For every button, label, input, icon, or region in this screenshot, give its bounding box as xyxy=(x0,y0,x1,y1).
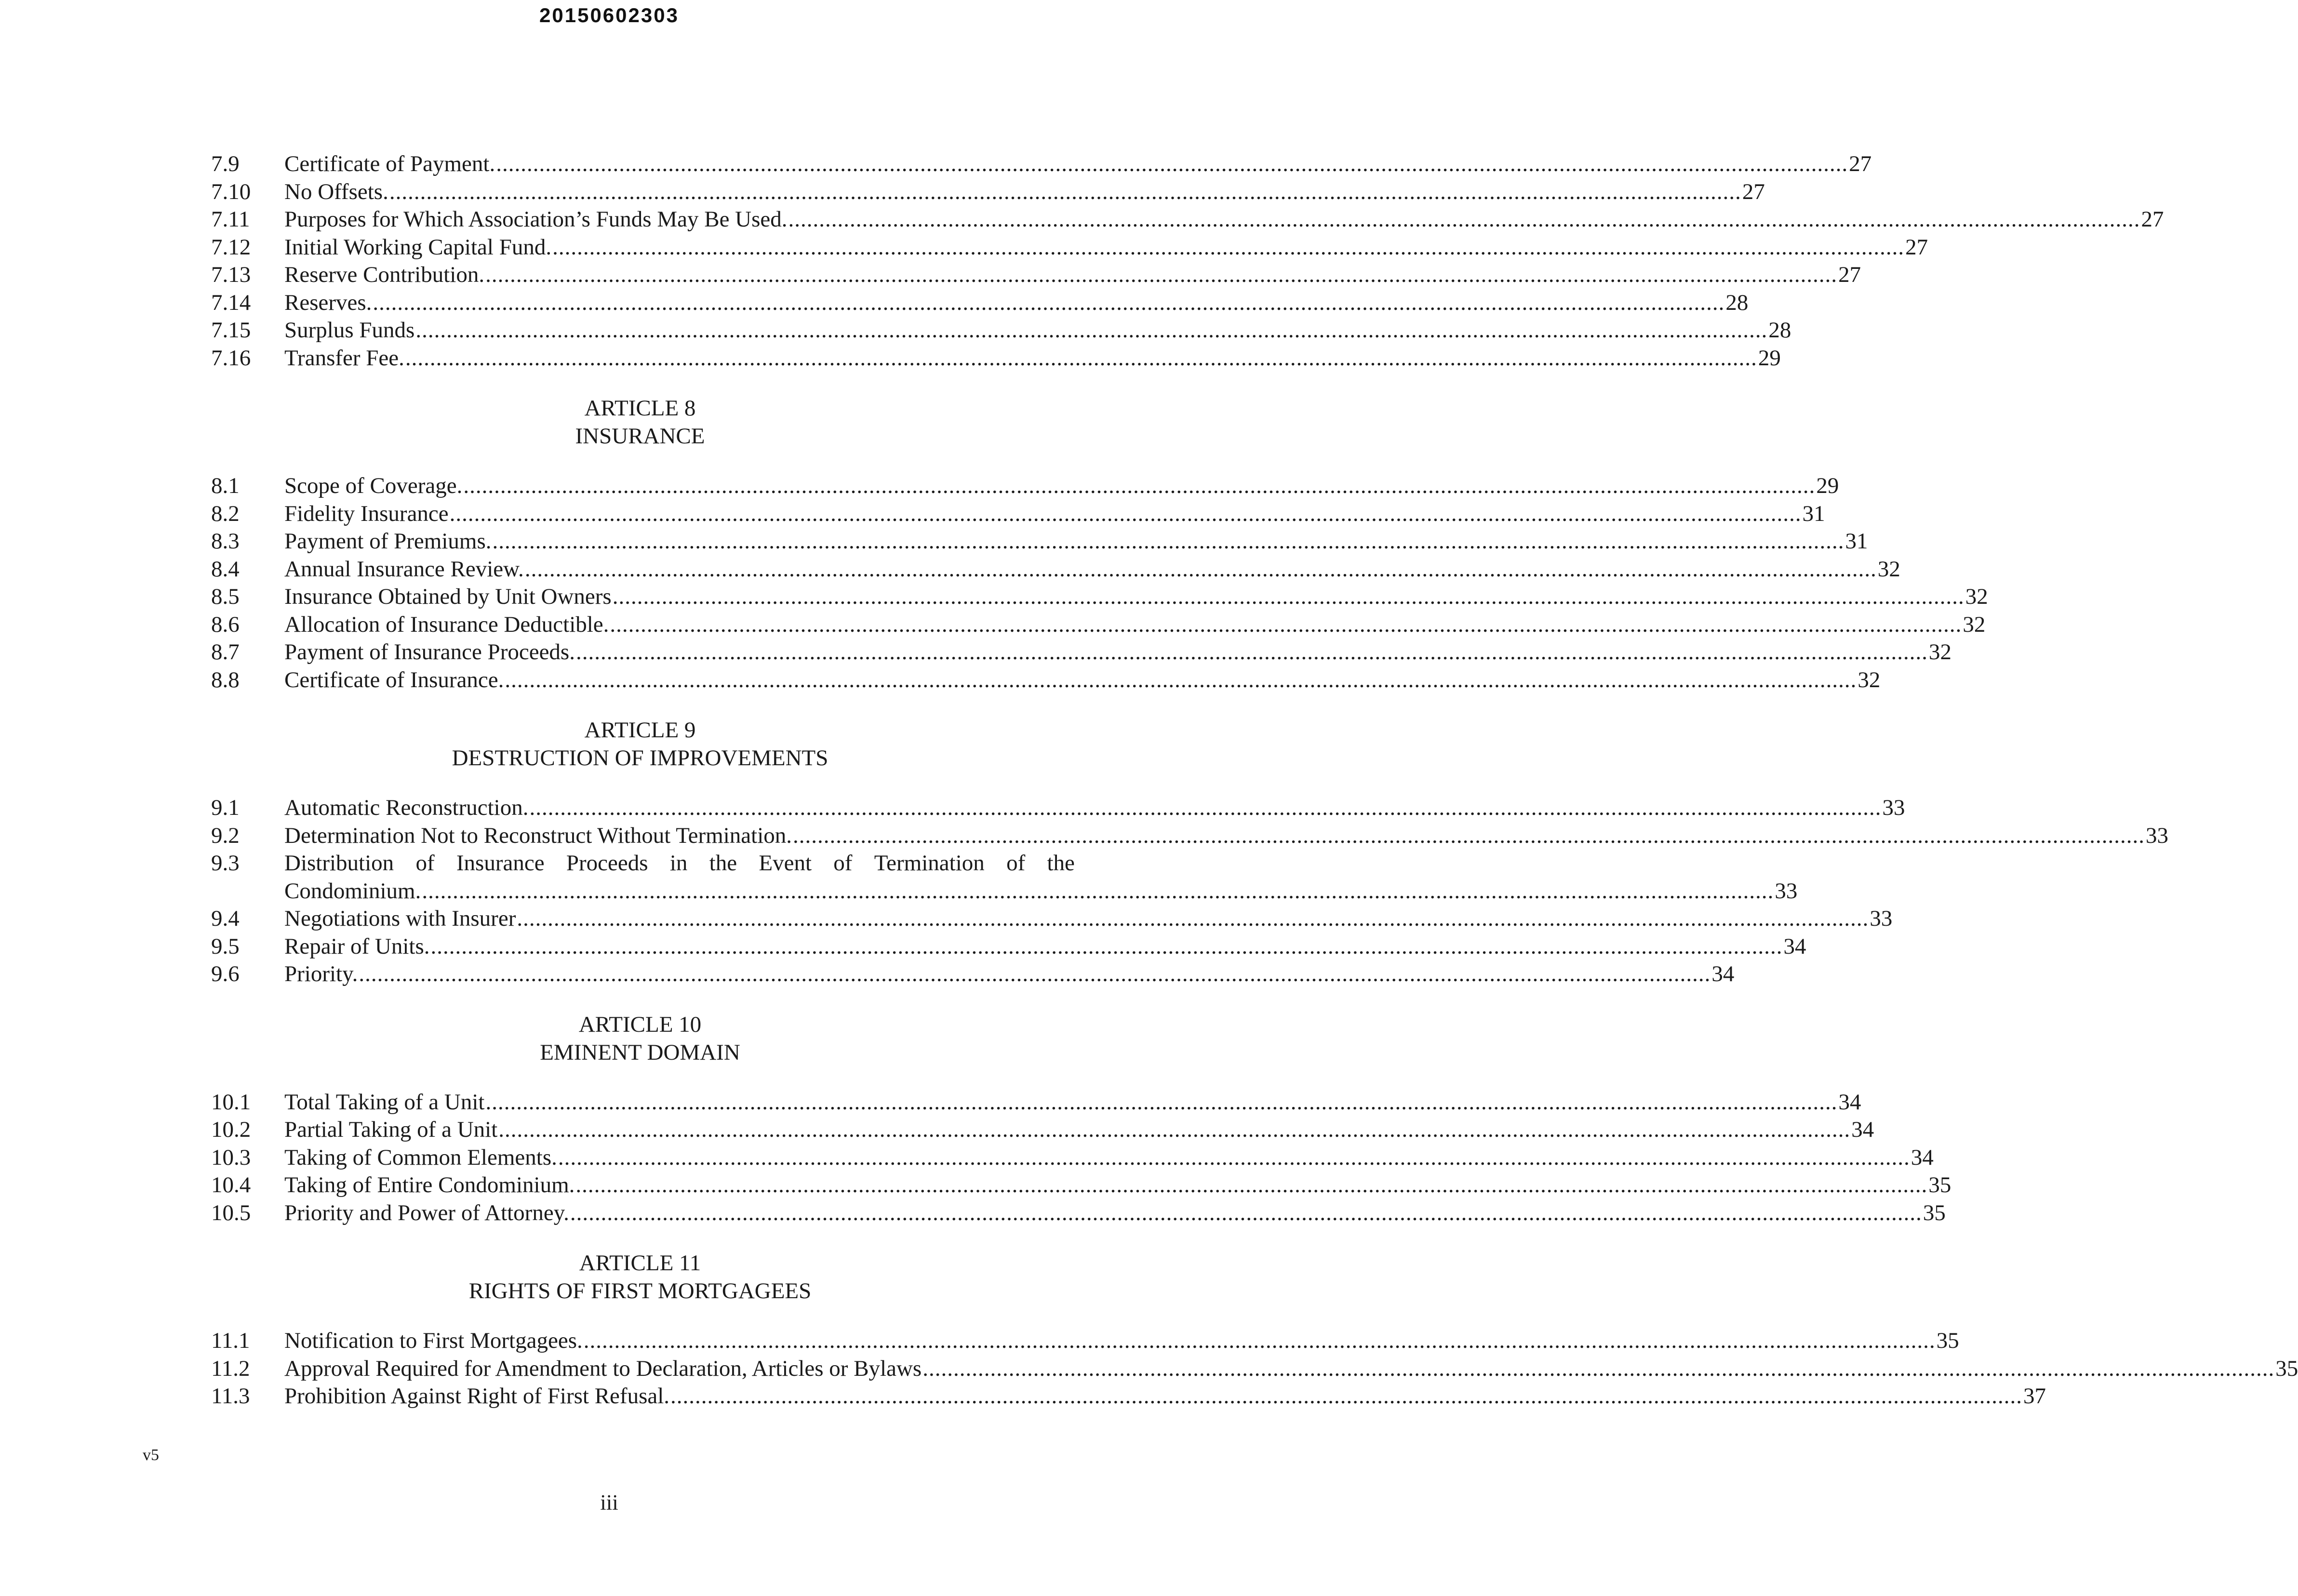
toc-section-article-9 xyxy=(207,716,2169,988)
toc-entry-number: 10.2 xyxy=(211,1117,251,1142)
toc-entry-number: 7.9 xyxy=(211,151,240,176)
toc-entry[interactable] xyxy=(207,472,1839,500)
dot-leader: ............................................................................................................................................................................................................................ xyxy=(922,1356,2275,1381)
dot-leader: ............................................................................................................................................................................................................................ xyxy=(492,529,1844,554)
article-title: RIGHTS OF FIRST MORTGAGEES xyxy=(468,1278,812,1303)
dot-leader: ............................................................................................................................................................................................................................ xyxy=(529,795,1882,820)
toc-entry-number: 7.10 xyxy=(211,179,251,204)
toc-entry-page: 32 xyxy=(1965,584,1988,609)
toc-entry[interactable] xyxy=(207,289,1749,317)
dot-leader: ............................................................................................................................................................................................................................ xyxy=(373,290,1725,315)
toc-entry-label: Prohibition Against Right of First Refusal. xyxy=(284,1383,670,1409)
toc-entry[interactable] xyxy=(207,150,1872,178)
article-title: DESTRUCTION OF IMPROVEMENTS xyxy=(452,745,828,771)
toc-entry-number: 8.3 xyxy=(211,529,240,554)
dot-leader: ............................................................................................................................................................................................................................ xyxy=(415,318,1768,343)
toc-entry-page: 35 xyxy=(1936,1328,1959,1353)
toc-entry-number: 8.4 xyxy=(211,556,240,582)
toc-section-article-8 xyxy=(207,394,1988,694)
dot-leader: ............................................................................................................................................................................................................................ xyxy=(524,556,1877,582)
toc-entry[interactable] xyxy=(207,500,1825,528)
toc-entry-page: 32 xyxy=(1857,667,1881,692)
toc-entry-number: 7.16 xyxy=(211,345,251,371)
toc-entry-page: 35 xyxy=(1928,1172,1951,1197)
toc-entry-label: Annual Insurance Review. xyxy=(284,556,524,582)
toc-entry[interactable] xyxy=(207,960,1735,988)
toc-entry-page: 34 xyxy=(1838,1089,1861,1115)
toc-entry-page: 34 xyxy=(1711,961,1735,986)
dot-leader: ............................................................................................................................................................................................................................ xyxy=(583,1328,1936,1353)
toc-entry-page: 28 xyxy=(1725,290,1749,315)
toc-entry-page: 34 xyxy=(1783,933,1806,959)
document-number: 20150602303 xyxy=(539,4,679,27)
dot-leader: ............................................................................................................................................................................................................................ xyxy=(463,473,1816,498)
toc-entry-label: Notification to First Mortgagees. xyxy=(284,1328,583,1353)
toc-entry-number: 10.3 xyxy=(211,1144,251,1170)
toc-entry-label: Determination Not to Reconstruct Without Termination. xyxy=(284,823,792,848)
toc-entries xyxy=(207,1327,2298,1410)
toc-entry-number: 8.2 xyxy=(211,501,240,526)
dot-leader: ............................................................................................................................................................................................................................ xyxy=(575,1172,1928,1197)
toc-entry-page: 32 xyxy=(1963,612,1986,637)
article-heading xyxy=(206,1011,1074,1066)
toc-entry-label: Purposes for Which Association’s Funds May Be Used. xyxy=(284,207,788,232)
toc-entry-number: 7.15 xyxy=(211,318,251,343)
toc-entry-number: 9.4 xyxy=(211,906,240,931)
page-number: iii xyxy=(600,1490,618,1515)
toc-entry[interactable] xyxy=(207,261,1861,289)
toc-entry-number: 8.6 xyxy=(211,612,240,637)
toc-entry-number: 11.1 xyxy=(211,1328,250,1353)
toc-entry-page: 33 xyxy=(1870,906,1893,931)
toc-entry[interactable] xyxy=(207,583,1988,611)
toc-entry[interactable] xyxy=(207,905,1893,933)
toc-entry-page: 31 xyxy=(1845,529,1868,554)
article-title: EMINENT DOMAIN xyxy=(540,1039,740,1065)
toc-entry-page: 27 xyxy=(1905,234,1928,260)
toc-entry-page: 27 xyxy=(1838,262,1861,287)
version-label: v5 xyxy=(143,1446,159,1464)
toc-entry-label: Reserve Contribution. xyxy=(284,262,485,287)
toc-section-article-7 xyxy=(207,150,2164,372)
toc-entry-label: Insurance Obtained by Unit Owners xyxy=(284,584,612,609)
toc-entry-label: Priority. xyxy=(284,961,358,986)
toc-entry-page: 32 xyxy=(1928,639,1951,665)
toc-entries xyxy=(207,794,2169,988)
dot-leader: ............................................................................................................................................................................................................................ xyxy=(558,1144,1910,1170)
toc-entry-number: 9.3 xyxy=(211,851,240,876)
toc-entry-page: 29 xyxy=(1816,473,1839,498)
toc-entries xyxy=(207,1089,1951,1227)
toc-entry-number: 9.5 xyxy=(211,933,240,959)
toc-entry-page: 35 xyxy=(2275,1356,2298,1381)
toc-entry[interactable] xyxy=(207,178,1765,206)
toc-entry-page: 28 xyxy=(1768,318,1791,343)
dot-leader: ............................................................................................................................................................................................................................ xyxy=(422,878,1774,904)
article-number: ARTICLE 11 xyxy=(579,1250,701,1276)
toc-entry[interactable] xyxy=(207,794,1905,822)
toc-entry-number: 9.2 xyxy=(211,823,240,848)
toc-entry[interactable] xyxy=(207,317,1791,345)
toc-entry-number: 7.12 xyxy=(211,234,251,260)
dot-leader: ............................................................................................................................................................................................................................ xyxy=(517,906,1869,931)
toc-entry-page: 34 xyxy=(1911,1144,1934,1170)
toc-entry-label: Reserves. xyxy=(284,290,372,315)
toc-entry[interactable] xyxy=(207,1144,1934,1172)
toc-section-article-11 xyxy=(207,1249,2298,1410)
toc-entry-label: Taking of Entire Condominium. xyxy=(284,1172,575,1197)
toc-entry-number: 10.1 xyxy=(211,1089,251,1115)
toc-entry-label: Payment of Insurance Proceeds. xyxy=(284,639,575,665)
toc-entry[interactable] xyxy=(207,1327,1959,1355)
toc-entry-number: 11.2 xyxy=(211,1356,250,1381)
toc-entry[interactable] xyxy=(207,638,1951,666)
toc-entry[interactable] xyxy=(207,528,1868,556)
toc-entry[interactable] xyxy=(207,822,2169,850)
toc-entry-number: 8.7 xyxy=(211,639,240,665)
toc-entry-label: Initial Working Capital Fund. xyxy=(284,234,552,260)
dot-leader: ............................................................................................................................................................................................................................ xyxy=(793,823,2145,848)
dot-leader: ............................................................................................................................................................................................................................ xyxy=(612,584,1964,609)
toc-entry-number: 11.3 xyxy=(211,1383,250,1409)
toc-entry-label: Priority and Power of Attorney. xyxy=(284,1200,569,1225)
dot-leader: ............................................................................................................................................................................................................................ xyxy=(610,612,1962,637)
toc-entries xyxy=(207,150,2164,372)
table-of-contents xyxy=(207,150,2298,1410)
toc-entry-label: Scope of Coverage. xyxy=(284,473,463,498)
toc-entry-page: 32 xyxy=(1877,556,1900,582)
toc-entry[interactable] xyxy=(207,611,1986,639)
toc-entry-number: 7.11 xyxy=(211,207,250,232)
toc-entry-label: Certificate of Payment. xyxy=(284,151,495,176)
toc-entry-label: No Offsets. xyxy=(284,179,388,204)
article-number: ARTICLE 8 xyxy=(584,396,696,421)
dot-leader: ............................................................................................................................................................................................................................ xyxy=(498,1117,1851,1142)
toc-entries xyxy=(207,472,1988,694)
article-title: INSURANCE xyxy=(575,424,705,449)
toc-entry[interactable] xyxy=(207,1089,1861,1117)
article-heading xyxy=(206,1249,1074,1305)
dot-leader: ............................................................................................................................................................................................................................ xyxy=(405,345,1757,371)
toc-entry[interactable] xyxy=(207,850,1798,905)
toc-entry-page: 33 xyxy=(1882,795,1905,820)
toc-entry-number: 9.1 xyxy=(211,795,240,820)
toc-entry-page: 29 xyxy=(1758,345,1781,371)
toc-entry-number: 8.1 xyxy=(211,473,240,498)
article-number: ARTICLE 9 xyxy=(584,718,696,743)
toc-entry-label: Surplus Funds xyxy=(284,318,415,343)
toc-entry-number: 10.5 xyxy=(211,1200,251,1225)
dot-leader: ............................................................................................................................................................................................................................ xyxy=(496,151,1848,176)
toc-entry-label: Transfer Fee. xyxy=(284,345,404,371)
toc-entry-page: 37 xyxy=(2023,1383,2046,1409)
dot-leader: ............................................................................................................................................................................................................................ xyxy=(449,501,1802,526)
toc-entry[interactable] xyxy=(207,1355,2298,1383)
toc-entry-page: 27 xyxy=(1742,179,1765,204)
toc-entry-label: Payment of Premiums. xyxy=(284,529,492,554)
toc-entry-label: Certificate of Insurance. xyxy=(284,667,504,692)
toc-entry-page: 27 xyxy=(1849,151,1872,176)
toc-entry-page: 31 xyxy=(1802,501,1825,526)
dot-leader: ............................................................................................................................................................................................................................ xyxy=(788,207,2140,232)
toc-entry-page: 27 xyxy=(2141,207,2164,232)
toc-entry-label: Repair of Units. xyxy=(284,933,430,959)
toc-entry-page: 35 xyxy=(1923,1200,1946,1225)
toc-entry[interactable] xyxy=(207,933,1806,961)
article-heading xyxy=(206,716,1074,772)
toc-entry[interactable] xyxy=(207,1116,1874,1144)
dot-leader: ............................................................................................................................................................................................................................ xyxy=(505,667,1857,692)
toc-entry[interactable] xyxy=(207,1199,1946,1227)
dot-leader: ............................................................................................................................................................................................................................ xyxy=(575,639,1928,665)
toc-section-article-10 xyxy=(207,1011,1951,1227)
toc-entry-number: 8.5 xyxy=(211,584,240,609)
toc-entry-number: 7.13 xyxy=(211,262,251,287)
dot-leader: ............................................................................................................................................................................................................................ xyxy=(430,933,1783,959)
dot-leader: ............................................................................................................................................................................................................................ xyxy=(359,961,1711,986)
toc-entry-label: Automatic Reconstruction. xyxy=(284,795,529,820)
toc-entry[interactable] xyxy=(207,234,1928,262)
toc-entry-label: Allocation of Insurance Deductible. xyxy=(284,612,609,637)
toc-entry-number: 8.8 xyxy=(211,667,240,692)
toc-entry[interactable] xyxy=(207,666,1881,694)
toc-entry-label: Approval Required for Amendment to Declaration, Articles or Bylaws xyxy=(284,1356,922,1381)
article-number: ARTICLE 10 xyxy=(578,1011,702,1037)
toc-entry-label: Distribution of Insurance Proceeds in the Event of Termination of the xyxy=(284,851,1075,876)
toc-entry[interactable] xyxy=(207,1171,1951,1199)
dot-leader: ............................................................................................................................................................................................................................ xyxy=(670,1383,2023,1409)
dot-leader: ............................................................................................................................................................................................................................ xyxy=(485,1089,1838,1115)
toc-entry[interactable] xyxy=(207,556,1900,584)
dot-leader: ............................................................................................................................................................................................................................ xyxy=(485,262,1838,287)
toc-entry[interactable] xyxy=(207,1383,2046,1410)
dot-leader: ............................................................................................................................................................................................................................ xyxy=(389,179,1741,204)
toc-entry-label: Partial Taking of a Unit xyxy=(284,1117,498,1142)
toc-entry-page: 33 xyxy=(2146,823,2169,848)
dot-leader: ............................................................................................................................................................................................................................ xyxy=(570,1200,1922,1225)
toc-entry-label-continued: Condominium. xyxy=(284,878,421,904)
dot-leader: ............................................................................................................................................................................................................................ xyxy=(552,234,1905,260)
toc-entry-label: Fidelity Insurance xyxy=(284,501,449,526)
toc-entry[interactable] xyxy=(207,345,1781,372)
toc-entry-label: Negotiations with Insurer xyxy=(284,906,516,931)
toc-entry-number: 7.14 xyxy=(211,290,251,315)
toc-entry[interactable] xyxy=(207,206,2164,234)
toc-entry-page: 33 xyxy=(1775,878,1798,904)
toc-entry-number: 9.6 xyxy=(211,961,240,986)
toc-entry-label: Total Taking of a Unit xyxy=(284,1089,485,1115)
toc-entry-page: 34 xyxy=(1851,1117,1874,1142)
toc-entry-number: 10.4 xyxy=(211,1172,251,1197)
article-heading xyxy=(206,394,1074,450)
toc-entry-label: Taking of Common Elements. xyxy=(284,1144,557,1170)
